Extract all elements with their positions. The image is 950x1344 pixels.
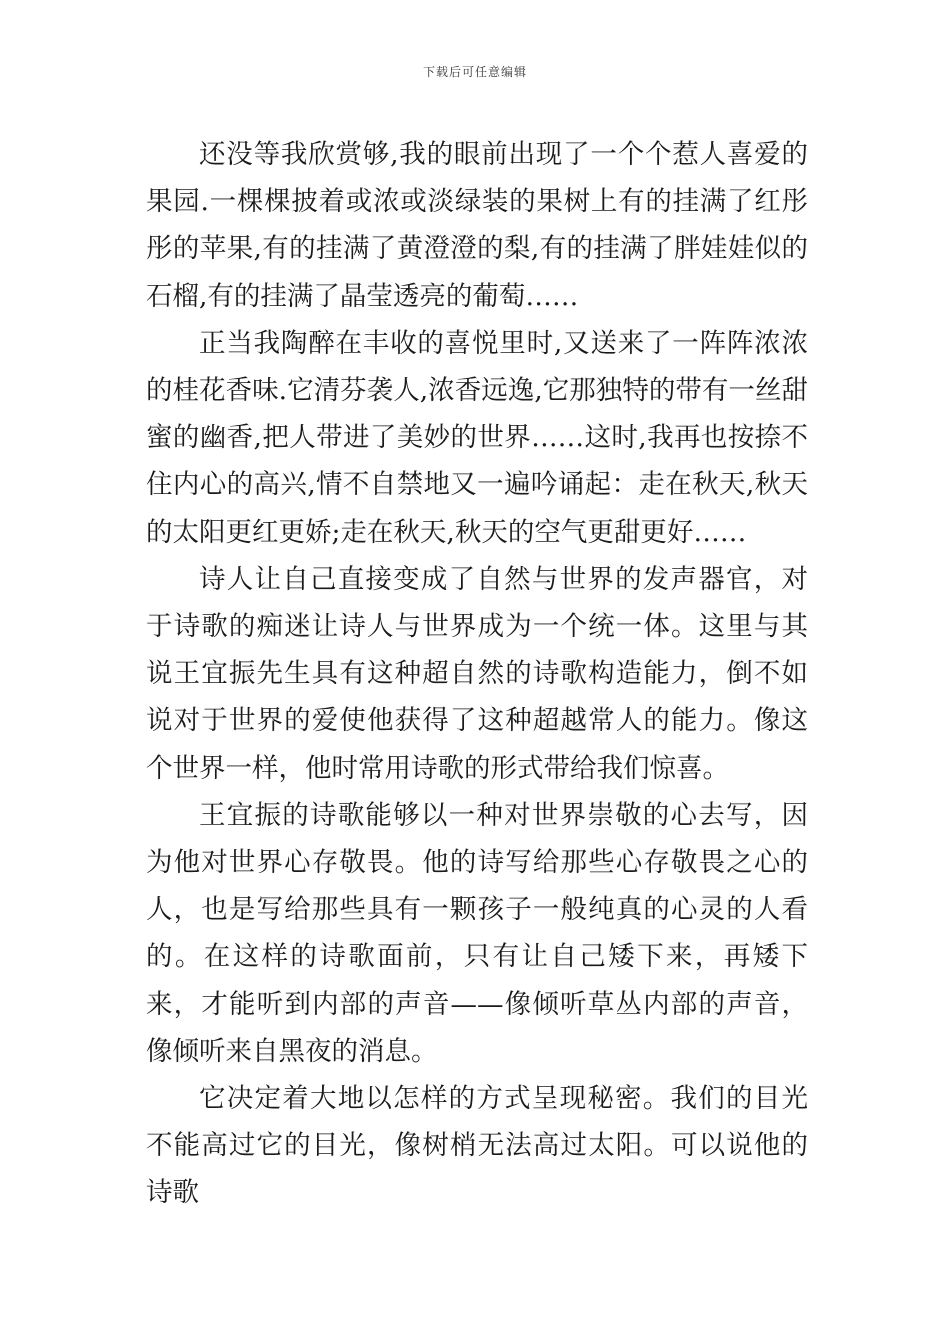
paragraph-poet-voice: 诗人让自己直接变成了自然与世界的发声器官，对于诗歌的痴迷让诗人与世界成为一个统一体。这里与其说王宜振先生具有这种超自然的诗歌构造能力，倒不如说对于世界的爱使他获得了这种超越常人的能力。像这个世界一样，他时常用诗歌的形式带给我们惊喜。 bbox=[146, 563, 808, 784]
paragraph-secret: 它决定着大地以怎样的方式呈现秘密。我们的目光不能高过它的目光，像树梢无法高过太阳。可以说他的诗歌 bbox=[146, 1083, 808, 1209]
paragraph-osmanthus: 正当我陶醉在丰收的喜悦里时,又送来了一阵阵浓浓的桂花香味.它清芬袭人,浓香远逸,它那独特的带有一丝甜蜜的幽香,把人带进了美妙的世界……这时,我再也按捺不住内心的高兴,情不自禁地又一遍吟诵起：走在秋天,秋天的太阳更红更娇;走在秋天,秋天的空气更甜更好…… bbox=[146, 327, 808, 548]
document-body bbox=[146, 131, 808, 1217]
paragraph-reverence: 王宜振的诗歌能够以一种对世界崇敬的心去写，因为他对世界心存敬畏。他的诗写给那些心存敬畏之心的人，也是写给那些具有一颗孩子一般纯真的心灵的人看的。在这样的诗歌面前，只有让自己矮下来，再矮下来，才能听到内部的声音——像倾听草丛内部的声音，像倾听来自黑夜的消息。 bbox=[146, 799, 808, 1067]
page-header: 下载后可任意编辑 bbox=[422, 65, 527, 79]
paragraph-orchard: 还没等我欣赏够,我的眼前出现了一个个惹人喜爱的果园.一棵棵披着或浓或淡绿装的果树上有的挂满了红彤彤的苹果,有的挂满了黄澄澄的梨,有的挂满了胖娃娃似的石榴,有的挂满了晶莹透亮的葡萄…… bbox=[146, 139, 808, 312]
